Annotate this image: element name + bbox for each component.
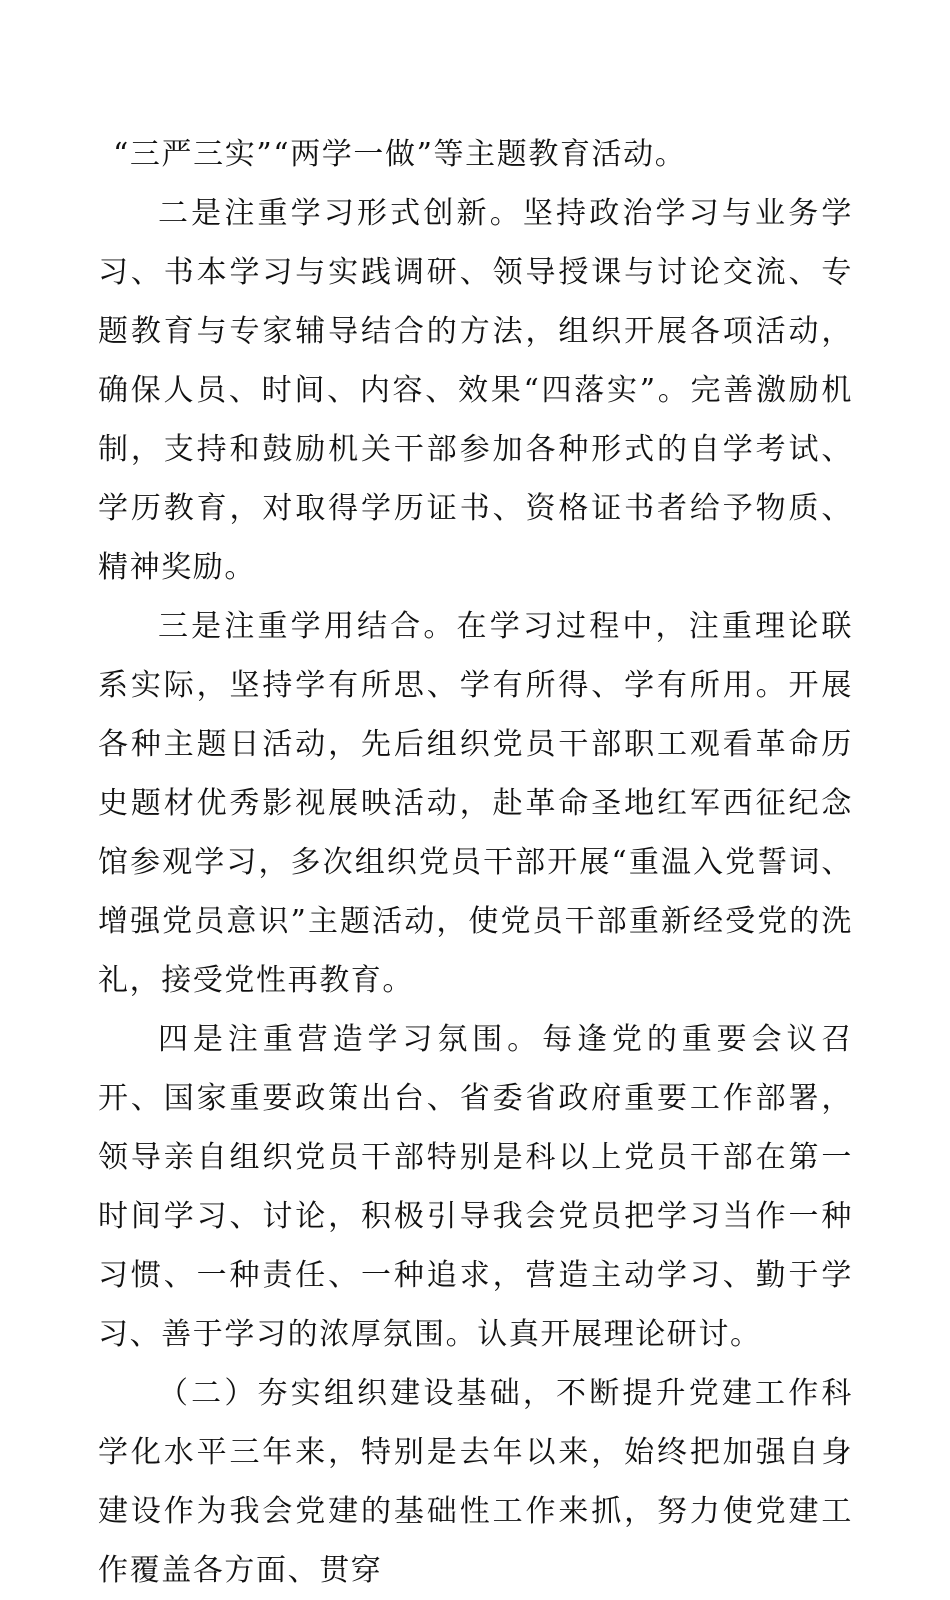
paragraph-learning-atmosphere: 四是注重营造学习氛围。每逢党的重要会议召开、国家重要政策出台、省委省政府重要工作部署，领导亲自组织党员干部特别是科以上党员干部在第一时间学习、讨论，积极引导我会党员把学习当作一种习惯、一种责任、一种追求，营造主动学习、勤于学习、善于学习的浓厚氛围。认真开展理论研讨。 (98, 1022, 853, 1352)
paragraph-organization-building: （二）夯实组织建设基础，不断提升党建工作科学化水平三年来，特别是去年以来，始终把加强自身建设作为我会党建的基础性工作来抓，努力使党建工作覆盖各方面、贯穿 (98, 1376, 853, 1588)
paragraph-learning-form-innovation: 二是注重学习形式创新。坚持政治学习与业务学习、书本学习与实践调研、领导授课与讨论交流、专题教育与专家辅导结合的方法，组织开展各项活动，确保人员、时间、内容、效果“四落实”。完善激励机制，支持和鼓励机关干部参加各种形式的自学考试、学历教育，对取得学历证书、资格证书者给予物质、精神奖励。 (98, 196, 853, 585)
paragraph-continuation: “三严三实”“两学一做”等主题教育活动。 (113, 137, 687, 172)
document-body (98, 125, 853, 1600)
paragraph-learning-application: 三是注重学用结合。在学习过程中，注重理论联系实际，坚持学有所思、学有所得、学有所用。开展各种主题日活动，先后组织党员干部职工观看革命历史题材优秀影视展映活动，赴革命圣地红军西征纪念馆参观学习，多次组织党员干部开展“重温入党誓词、增强党员意识”主题活动，使党员干部重新经受党的洗礼，接受党性再教育。 (98, 609, 853, 998)
